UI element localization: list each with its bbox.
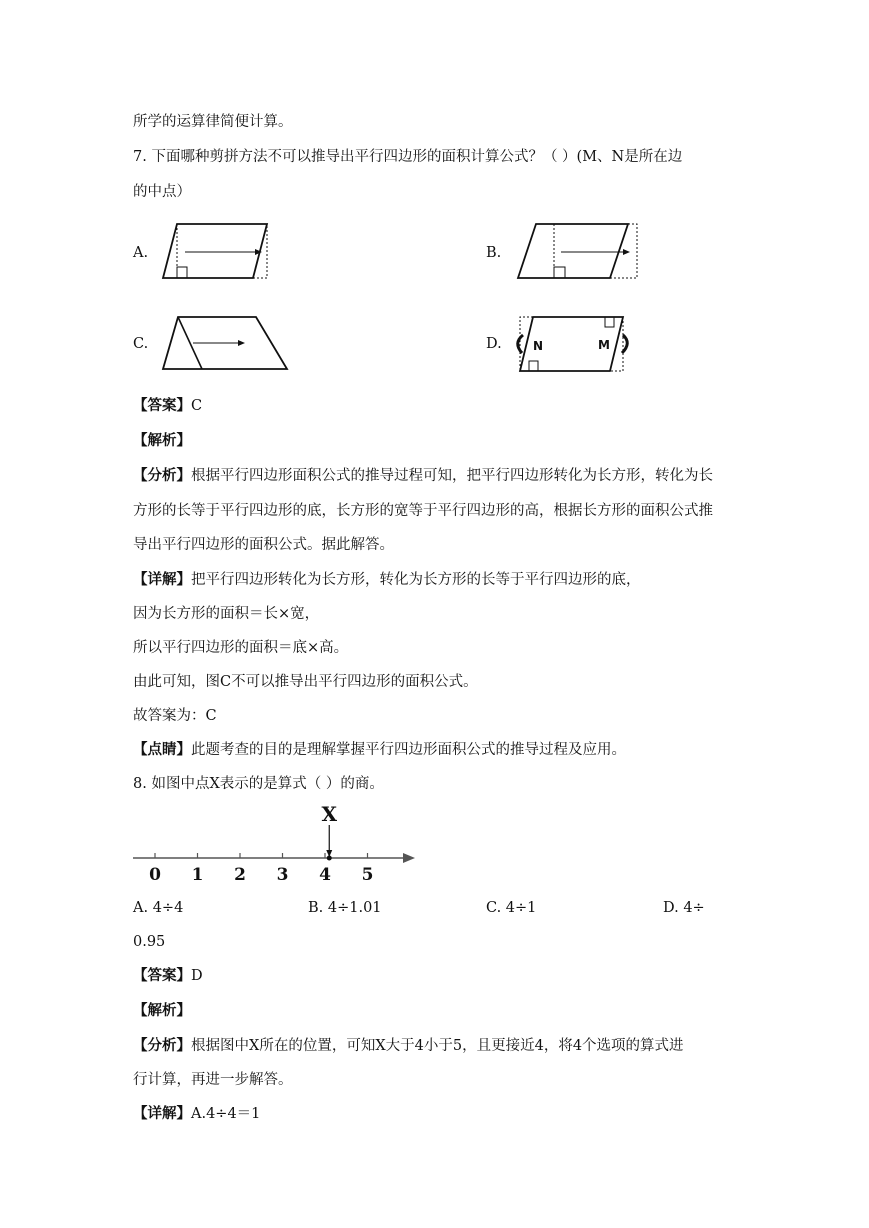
- analysis-7-line-1: [133, 466, 713, 486]
- fenxi-tag: 【分析】: [133, 467, 191, 484]
- detail-7-line-5: 故答案为：C: [133, 708, 217, 724]
- q7-figure-d: [510, 313, 635, 375]
- detail-7-line-3: 所以平行四边形的面积＝底×高。: [133, 640, 349, 656]
- analysis-8-tag: 【解析】: [133, 1002, 191, 1019]
- answer-tag: 【答案】: [133, 967, 191, 984]
- number-line-tick-label: 3: [276, 865, 289, 885]
- dianjing-7: [133, 740, 626, 760]
- detail-8-line-1: [133, 1104, 260, 1124]
- analysis-8-line-2: 行计算，再进一步解答。: [133, 1072, 293, 1088]
- q8-option-d-cont: 0.95: [133, 934, 166, 950]
- answer-8-value: D: [191, 968, 203, 984]
- point-x-marker: [327, 856, 332, 861]
- q7-option-a-label: A.: [133, 245, 149, 261]
- detail-7-line-2: 因为长方形的面积＝长×宽，: [133, 606, 320, 622]
- q7-option-d-label: D.: [486, 336, 502, 352]
- answer-7: [133, 396, 202, 416]
- number-line: [133, 803, 423, 885]
- q8-option-d: D. 4÷: [663, 900, 705, 916]
- point-x-label: X: [321, 802, 338, 826]
- midpoint-m-label: M: [598, 338, 610, 352]
- xiangjie-tag: 【详解】: [133, 571, 191, 588]
- detail-7-line-1: [133, 570, 641, 590]
- answer-8: [133, 966, 203, 986]
- midpoint-n-label: N: [533, 339, 544, 353]
- detail-7-text: 把平行四边形转化为长方形，转化为长方形的长等于平行四边形的底，: [191, 572, 641, 588]
- detail-8-text: A.4÷4＝1: [191, 1106, 261, 1122]
- number-line-tick-label: 5: [361, 865, 374, 885]
- analysis-8-text: 根据图中X所在的位置，可知X大于4小于5，且更接近4，将4个选项的算式进: [191, 1038, 684, 1054]
- number-line-tick-label: 1: [191, 865, 204, 885]
- question-7-text: 7. 下面哪种剪拼方法不可以推导出平行四边形的面积计算公式？（ ）(M、N是所在边: [133, 149, 683, 165]
- dianjing-tag: 【点睛】: [133, 741, 191, 758]
- number-line-tick-label: 2: [234, 865, 246, 885]
- analysis-7-line-3: 导出平行四边形的面积公式。据此解答。: [133, 537, 394, 553]
- dianjing-7-text: 此题考查的目的是理解掌握平行四边形面积公式的推导过程及应用。: [191, 742, 626, 758]
- analysis-8-line-1: [133, 1036, 684, 1056]
- number-line-tick-label: 0: [149, 865, 161, 885]
- q8-option-a: A. 4÷4: [133, 900, 184, 916]
- detail-7-line-4: 由此可知，图C不可以推导出平行四边形的面积公式。: [133, 674, 478, 690]
- q7-figure-c: [160, 313, 290, 373]
- number-line-tick-label: 4: [319, 865, 331, 885]
- answer-tag: 【答案】: [133, 397, 191, 414]
- question-8-text: 8. 如图中点X表示的是算式（ ）的商。: [133, 776, 384, 792]
- analysis-7-text: 根据平行四边形面积公式的推导过程可知，把平行四边形转化为长方形，转化为长: [191, 468, 713, 484]
- analysis-7-line-2: 方形的长等于平行四边形的底，长方形的宽等于平行四边形的高，根据长方形的面积公式推: [133, 503, 713, 519]
- q7-option-c-label: C.: [133, 336, 149, 352]
- xiangjie-tag: 【详解】: [133, 1105, 191, 1122]
- analysis-7-tag: 【解析】: [133, 432, 191, 449]
- q8-option-b: B. 4÷1.01: [308, 900, 382, 916]
- text-line: 所学的运算律简便计算。: [133, 114, 293, 130]
- fenxi-tag: 【分析】: [133, 1037, 191, 1054]
- answer-7-value: C: [191, 398, 203, 414]
- question-7-text-cont: 的中点）: [133, 184, 191, 200]
- q8-option-c: C. 4÷1: [486, 900, 537, 916]
- q7-figure-b: [516, 222, 641, 282]
- q7-figure-a: [160, 222, 270, 282]
- q7-option-b-label: B.: [486, 245, 502, 261]
